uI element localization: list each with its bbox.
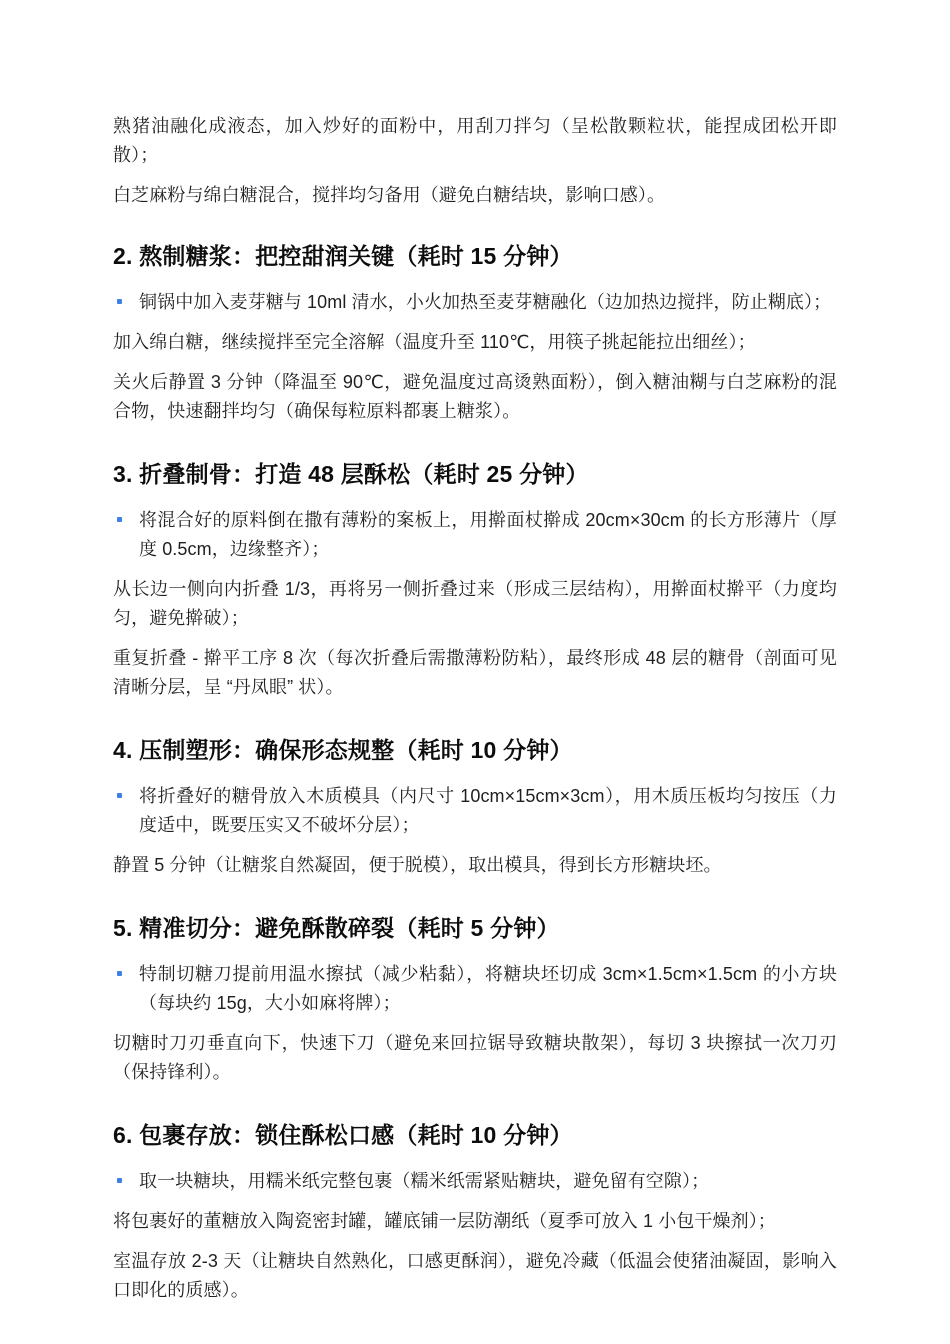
section-body	[113, 1167, 837, 1305]
section-heading: 2. 熬制糖浆：把控甜润关键（耗时 15 分钟）	[113, 243, 573, 269]
bullet-icon	[117, 517, 122, 522]
list-item	[113, 782, 837, 840]
section-paragraph: 关火后静置 3 分钟（降温至 90℃，避免温度过高烫熟面粉），倒入糖油糊与白芝麻粉的混合物，快速翻拌均匀（确保每粒原料都裹上糖浆）。	[113, 372, 837, 421]
section-2	[113, 241, 837, 426]
list-item	[113, 1167, 837, 1196]
list-item	[113, 288, 837, 317]
section-paragraph: 从长边一侧向内折叠 1/3，再将另一侧折叠过来（形成三层结构），用擀面杖擀平（力度均匀，避免擀破）；	[113, 579, 837, 628]
bullet-icon	[117, 793, 122, 798]
list-item	[113, 960, 837, 1018]
section-paragraph: 重复折叠 - 擀平工序 8 次（每次折叠后需撒薄粉防粘），最终形成 48 层的糖骨（剖面可见清晰分层，呈 “丹凤眼” 状）。	[113, 648, 837, 697]
sections-list	[113, 241, 837, 1305]
list-item	[113, 506, 837, 564]
section-3	[113, 459, 837, 702]
intro-paragraph: 白芝麻粉与绵白糖混合，搅拌均匀备用（避免白糖结块，影响口感）。	[113, 185, 666, 205]
section-5	[113, 913, 837, 1087]
bullet-icon	[117, 1178, 122, 1183]
intro-paragraph: 熟猪油融化成液态，加入炒好的面粉中，用刮刀拌匀（呈松散颗粒状，能捏成团松开即散）；	[113, 116, 837, 165]
section-paragraph: 静置 5 分钟（让糖浆自然凝固，便于脱模），取出模具，得到长方形糖块坯。	[113, 855, 722, 875]
intro-block	[113, 112, 837, 210]
bullet-icon	[117, 299, 122, 304]
list-item-text: 将混合好的原料倒在撒有薄粉的案板上，用擀面杖擀成 20cm×30cm 的长方形薄片（厚度 0.5cm，边缘整齐）；	[139, 510, 837, 559]
section-6	[113, 1120, 837, 1305]
section-body	[113, 506, 837, 702]
section-paragraph: 将包裹好的董糖放入陶瓷密封罐，罐底铺一层防潮纸（夏季可放入 1 小包干燥剂）；	[113, 1211, 776, 1231]
list-item-text: 将折叠好的糖骨放入木质模具（内尺寸 10cm×15cm×3cm），用木质压板均匀按压（力度适中，既要压实又不破坏分层）；	[139, 786, 837, 835]
section-body	[113, 288, 837, 426]
section-paragraph: 切糖时刀刃垂直向下，快速下刀（避免来回拉锯导致糖块散架），每切 3 块擦拭一次刀刃（保持锋利）。	[113, 1033, 837, 1082]
section-4	[113, 735, 837, 880]
section-heading: 3. 折叠制骨：打造 48 层酥松（耗时 25 分钟）	[113, 461, 589, 487]
list-item-text: 特制切糖刀提前用温水擦拭（减少粘黏），将糖块坯切成 3cm×1.5cm×1.5cm 的小方块（每块约 15g，大小如麻将牌）；	[139, 964, 837, 1013]
section-paragraph: 加入绵白糖，继续搅拌至完全溶解（温度升至 110℃，用筷子挑起能拉出细丝）；	[113, 332, 756, 352]
bullet-icon	[117, 971, 122, 976]
section-body	[113, 782, 837, 880]
section-heading: 5. 精准切分：避免酥散碎裂（耗时 5 分钟）	[113, 915, 560, 941]
section-paragraph: 室温存放 2-3 天（让糖块自然熟化，口感更酥润），避免冷藏（低温会使猪油凝固，影响入口即化的质感）。	[113, 1251, 837, 1300]
document-content	[113, 112, 837, 1305]
list-item-text: 取一块糖块，用糯米纸完整包裹（糯米纸需紧贴糖块，避免留有空隙）；	[139, 1171, 710, 1191]
section-heading: 6. 包裹存放：锁住酥松口感（耗时 10 分钟）	[113, 1122, 573, 1148]
section-body	[113, 960, 837, 1087]
list-item-text: 铜锅中加入麦芽糖与 10ml 清水，小火加热至麦芽糖融化（边加热边搅拌，防止糊底）；	[139, 292, 832, 312]
section-heading: 4. 压制塑形：确保形态规整（耗时 10 分钟）	[113, 737, 573, 763]
